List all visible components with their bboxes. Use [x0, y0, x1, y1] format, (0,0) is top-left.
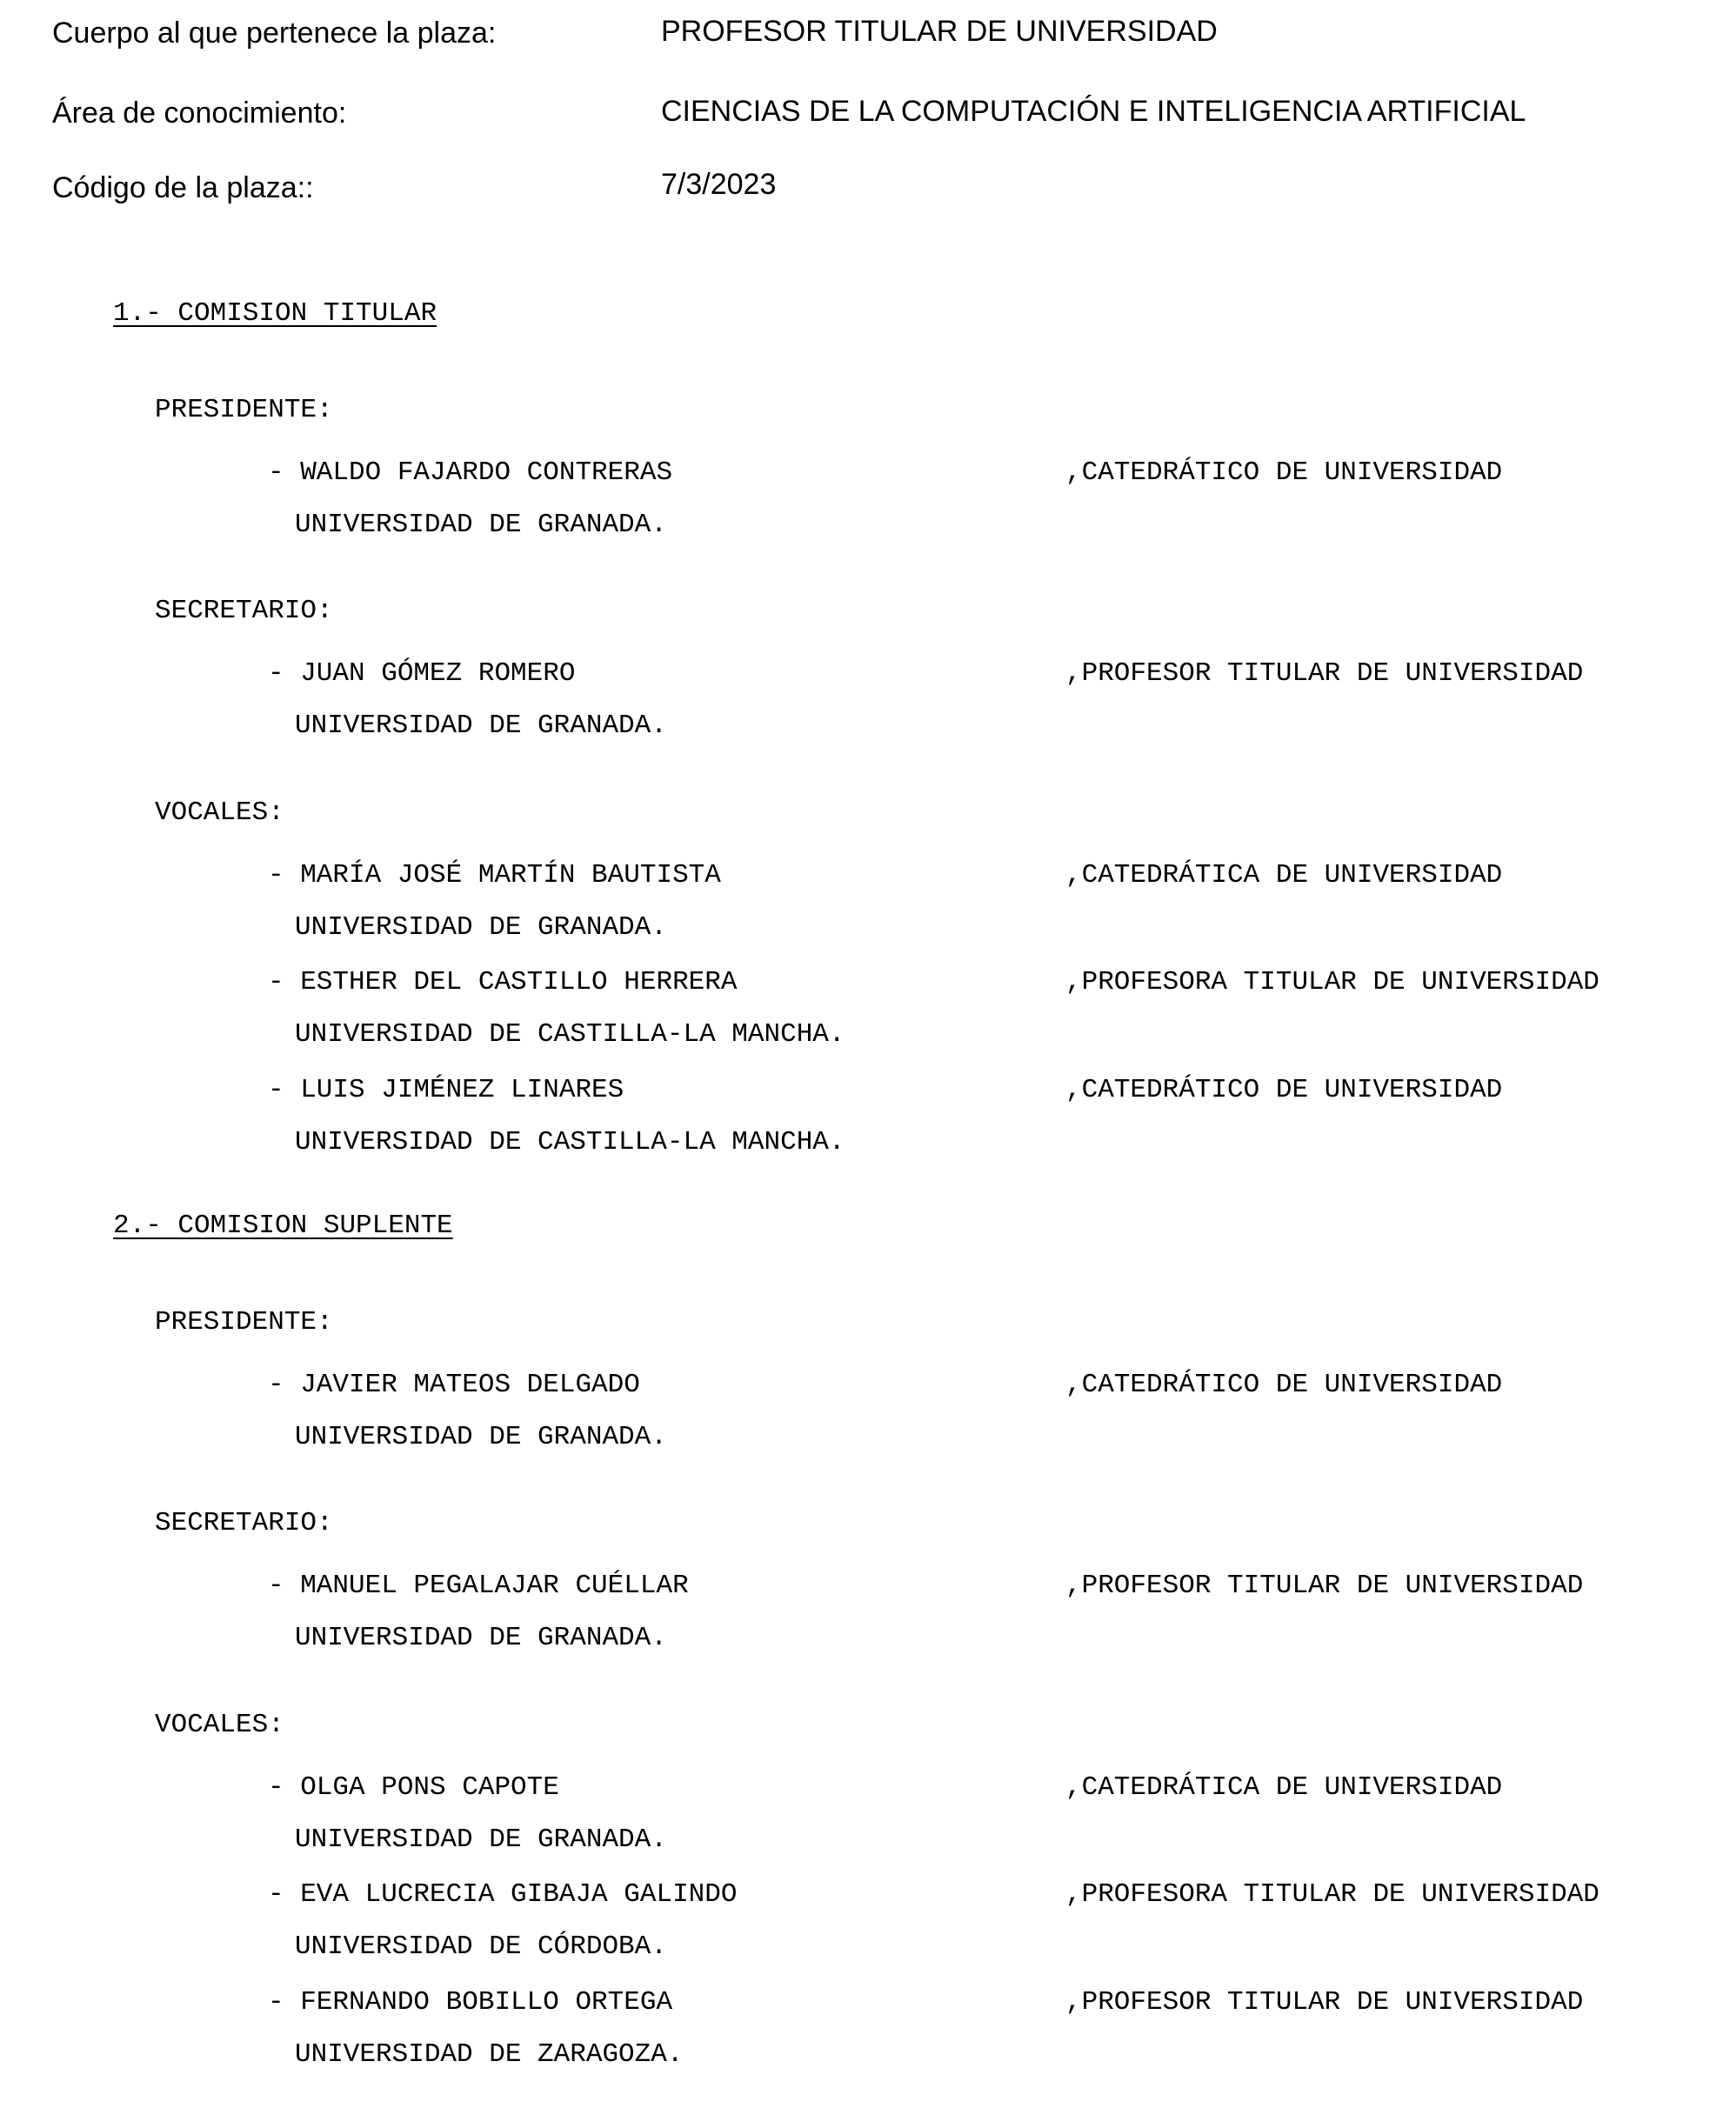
- area-label: Área de conocimiento:: [52, 97, 347, 130]
- suplente-presidente-name: - JAVIER MATEOS DELGADO: [268, 1370, 640, 1400]
- titular-secretario-name: - JUAN GÓMEZ ROMERO: [268, 658, 576, 689]
- suplente-presidente-category: ,CATEDRÁTICO DE UNIVERSIDAD: [1065, 1370, 1503, 1400]
- suplente-vocal-1-name: - OLGA PONS CAPOTE: [268, 1772, 559, 1803]
- cuerpo-value: PROFESOR TITULAR DE UNIVERSIDAD: [661, 15, 1218, 48]
- suplente-vocal-2-name: - EVA LUCRECIA GIBAJA GALINDO: [268, 1879, 738, 1910]
- titular-presidente-label: PRESIDENTE:: [155, 395, 333, 425]
- suplente-secretario-label: SECRETARIO:: [155, 1508, 333, 1538]
- titular-secretario-label: SECRETARIO:: [155, 596, 333, 626]
- titular-secretario-university: UNIVERSIDAD DE GRANADA.: [295, 710, 667, 741]
- codigo-label: Código de la plaza::: [52, 171, 314, 204]
- suplente-secretario-category: ,PROFESOR TITULAR DE UNIVERSIDAD: [1065, 1571, 1584, 1601]
- suplente-vocal-3-name: - FERNANDO BOBILLO ORTEGA: [268, 1987, 673, 2018]
- titular-vocal-3-university: UNIVERSIDAD DE CASTILLA-LA MANCHA.: [295, 1127, 845, 1157]
- titular-vocal-3-category: ,CATEDRÁTICO DE UNIVERSIDAD: [1065, 1075, 1503, 1105]
- titular-secretario-category: ,PROFESOR TITULAR DE UNIVERSIDAD: [1065, 658, 1584, 689]
- suplente-presidente-label: PRESIDENTE:: [155, 1307, 333, 1338]
- codigo-value: 7/3/2023: [661, 168, 777, 201]
- titular-vocal-1-category: ,CATEDRÁTICA DE UNIVERSIDAD: [1065, 860, 1503, 891]
- suplente-vocal-2-university: UNIVERSIDAD DE CÓRDOBA.: [295, 1931, 667, 1962]
- suplente-vocal-3-university: UNIVERSIDAD DE ZARAGOZA.: [295, 2039, 684, 2070]
- suplente-secretario-university: UNIVERSIDAD DE GRANADA.: [295, 1623, 667, 1653]
- titular-vocal-3-name: - LUIS JIMÉNEZ LINARES: [268, 1075, 624, 1105]
- titular-vocal-2-category: ,PROFESORA TITULAR DE UNIVERSIDAD: [1065, 967, 1599, 997]
- titular-vocal-1-university: UNIVERSIDAD DE GRANADA.: [295, 912, 667, 943]
- suplente-secretario-name: - MANUEL PEGALAJAR CUÉLLAR: [268, 1571, 689, 1601]
- titular-presidente-category: ,CATEDRÁTICO DE UNIVERSIDAD: [1065, 457, 1503, 488]
- area-value: CIENCIAS DE LA COMPUTACIÓN E INTELIGENCIA ARTIFICIAL: [661, 95, 1526, 128]
- titular-vocales-label: VOCALES:: [155, 797, 284, 828]
- titular-presidente-university: UNIVERSIDAD DE GRANADA.: [295, 510, 667, 540]
- suplente-section-title: 2.- COMISION SUPLENTE: [113, 1211, 453, 1241]
- suplente-vocal-2-category: ,PROFESORA TITULAR DE UNIVERSIDAD: [1065, 1879, 1599, 1910]
- suplente-vocal-3-category: ,PROFESOR TITULAR DE UNIVERSIDAD: [1065, 1987, 1584, 2018]
- suplente-presidente-university: UNIVERSIDAD DE GRANADA.: [295, 1422, 667, 1452]
- titular-section-title: 1.- COMISION TITULAR: [113, 298, 437, 329]
- titular-presidente-name: - WALDO FAJARDO CONTRERAS: [268, 457, 673, 488]
- titular-vocal-2-university: UNIVERSIDAD DE CASTILLA-LA MANCHA.: [295, 1019, 845, 1050]
- cuerpo-label: Cuerpo al que pertenece la plaza:: [52, 17, 497, 50]
- titular-vocal-2-name: - ESTHER DEL CASTILLO HERRERA: [268, 967, 738, 997]
- suplente-vocales-label: VOCALES:: [155, 1710, 284, 1740]
- suplente-vocal-1-university: UNIVERSIDAD DE GRANADA.: [295, 1824, 667, 1855]
- suplente-vocal-1-category: ,CATEDRÁTICA DE UNIVERSIDAD: [1065, 1772, 1503, 1803]
- titular-vocal-1-name: - MARÍA JOSÉ MARTÍN BAUTISTA: [268, 860, 721, 891]
